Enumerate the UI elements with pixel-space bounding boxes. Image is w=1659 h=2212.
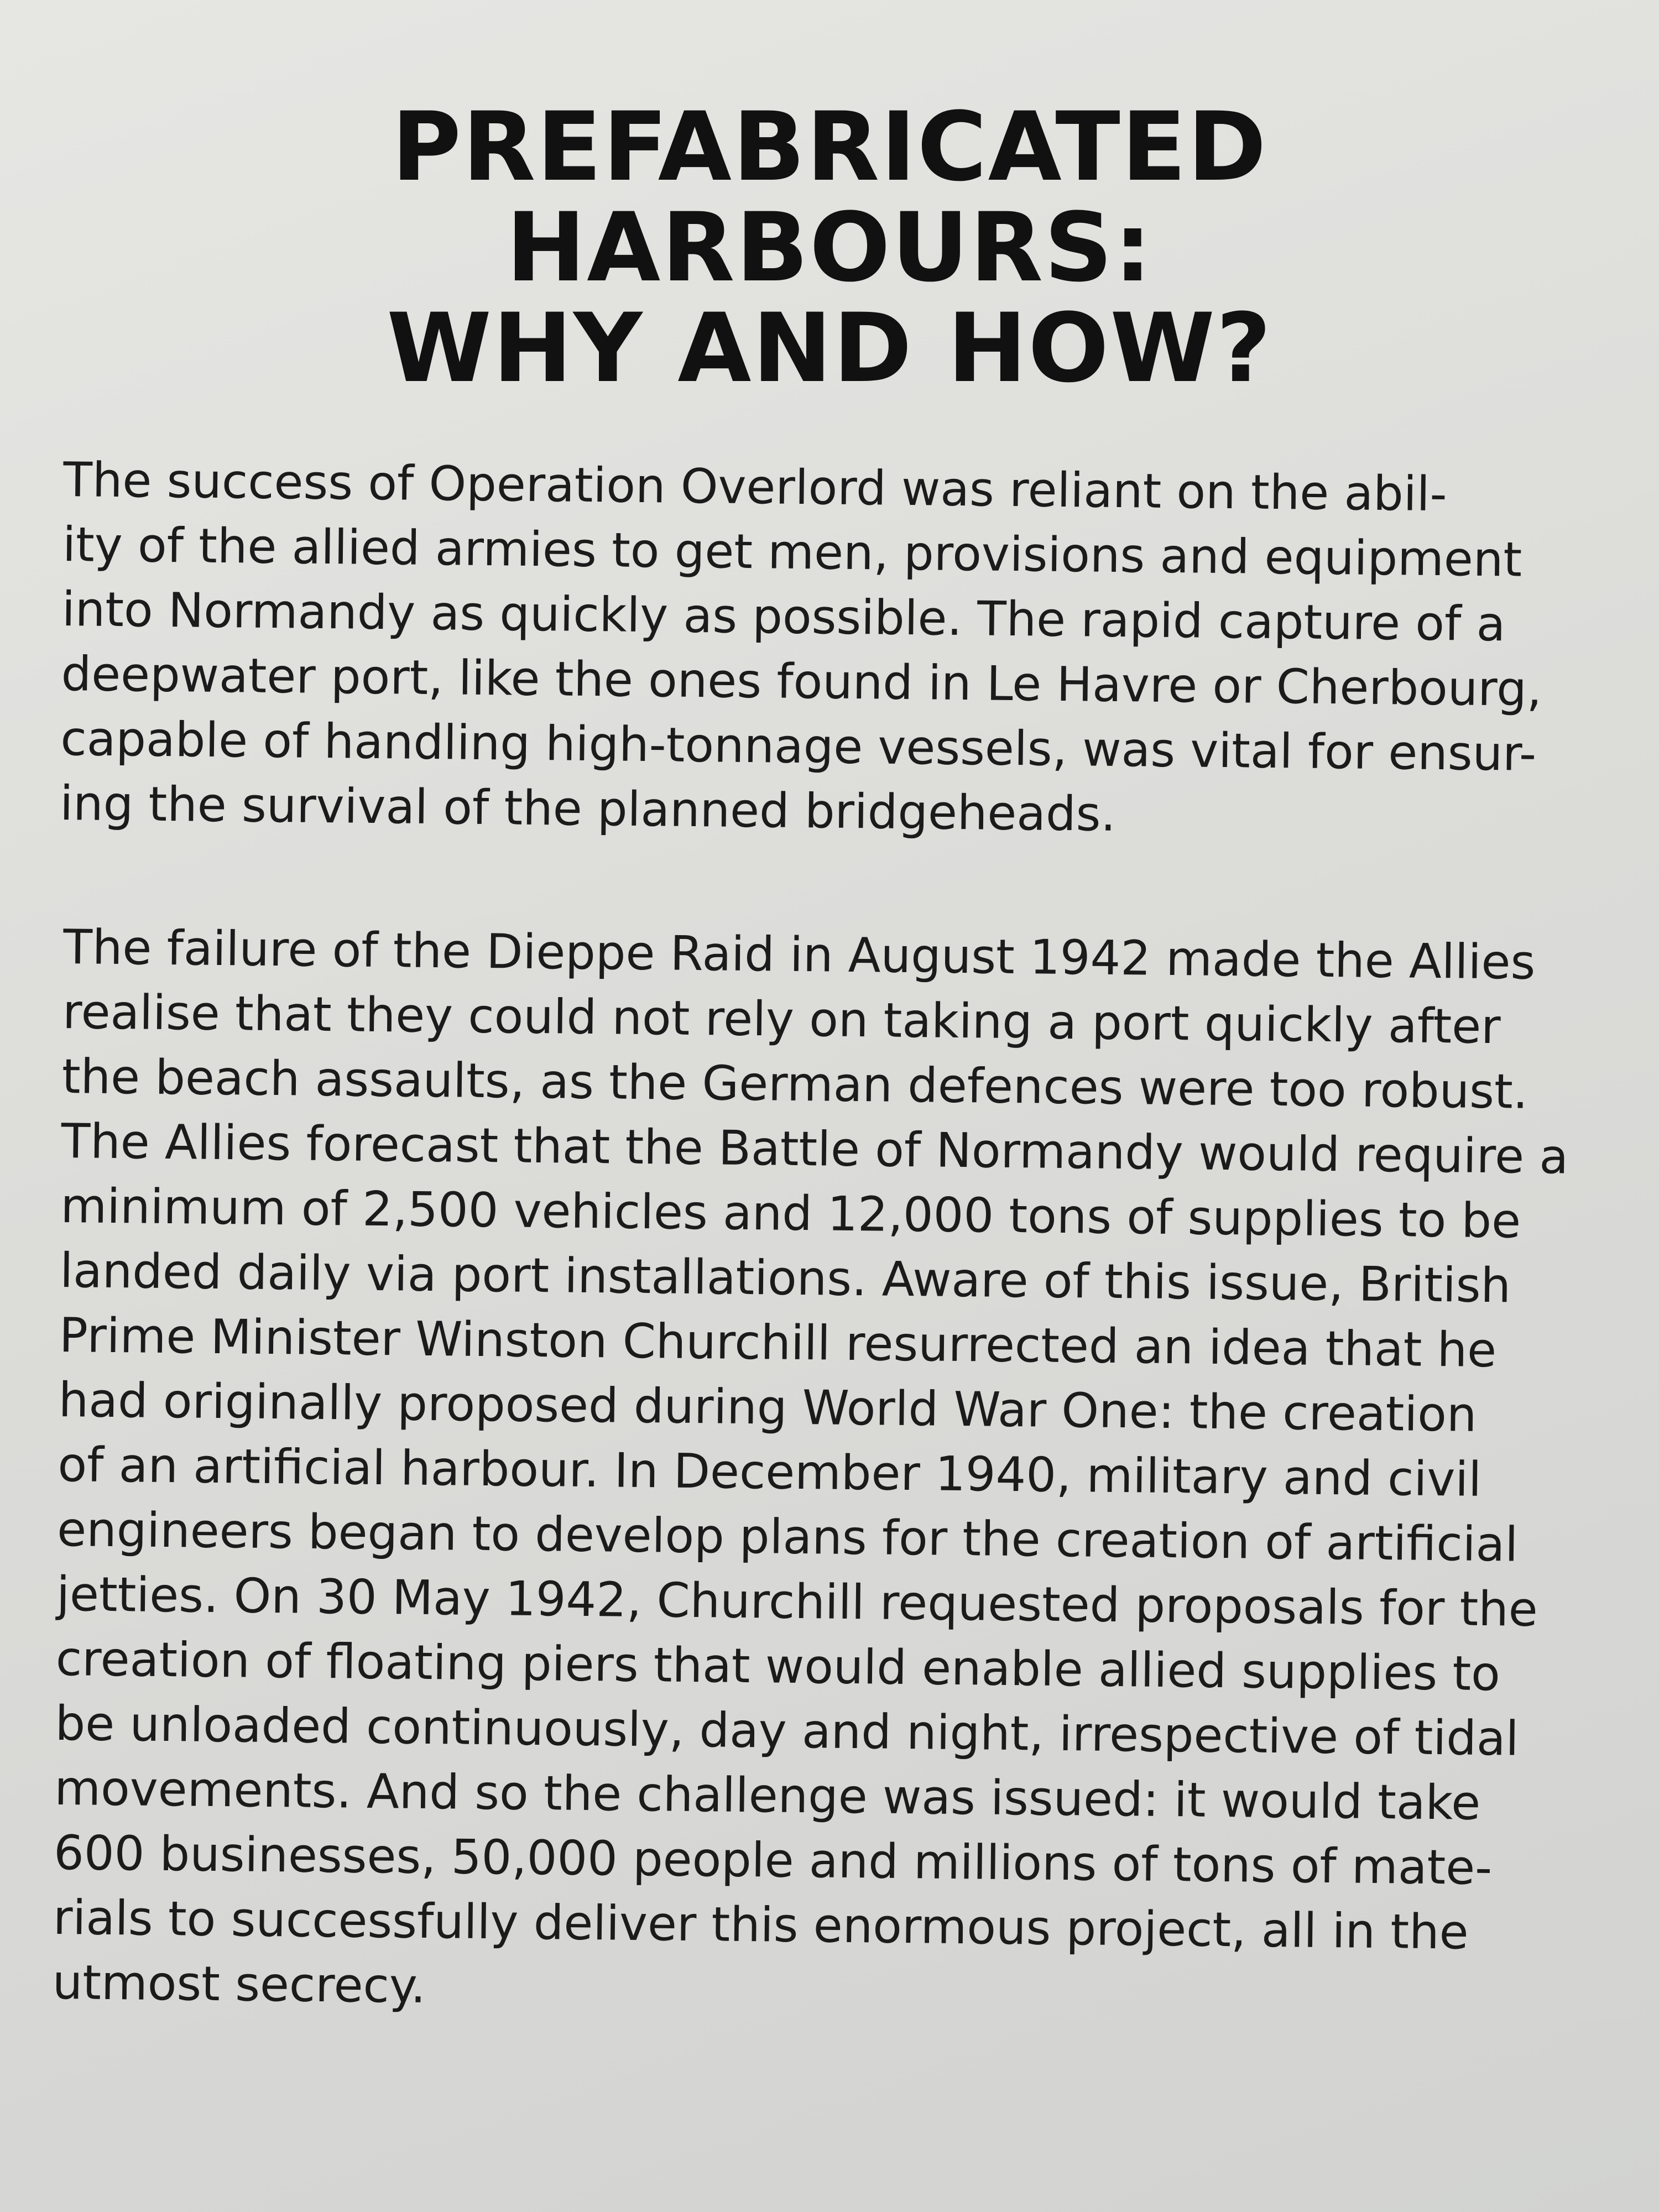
text-line: be unloaded continuously, day and night, irrespective of tidal [55, 1695, 1520, 1767]
text-line: realise that they could not rely on taking a port quickly after [62, 984, 1501, 1055]
text-line: ing the survival of the planned bridgeheads. [59, 775, 1117, 842]
text-line: utmost secrecy. [52, 1954, 426, 2014]
text-line: jetties. On 30 May 1942, Churchill requested proposals for the [56, 1566, 1538, 1637]
paragraph-1 [59, 448, 1542, 851]
text-line: minimum of 2,500 vehicles and 12,000 tons of supplies to be [60, 1178, 1521, 1249]
text-line: had originally proposed during World War One: the creation [58, 1372, 1477, 1443]
title-line: HARBOURS: [506, 192, 1153, 303]
text-line: The success of Operation Overlord was reliant on the abil- [62, 452, 1448, 523]
text-line: deepwater port, like the ones found in Le Havre or Cherbourg, [61, 646, 1542, 718]
text-line: into Normandy as quickly as possible. The rapid capture of a [61, 581, 1506, 653]
text-line: capable of handling high-tonnage vessels, was vital for ensur- [60, 711, 1537, 782]
text-line: Prime Minister Winston Churchill resurrected an idea that he [59, 1307, 1497, 1379]
text-line: engineers began to develop plans for the creation of artificial [56, 1501, 1519, 1573]
text-line: landed daily via port installations. Aware of this issue, British [59, 1243, 1511, 1314]
text-line: The failure of the Dieppe Raid in August 1942 made the Allies [62, 919, 1536, 990]
text-line: 600 businesses, 50,000 people and millions of tons of mate- [53, 1825, 1493, 1896]
paragraph-2 [52, 915, 1569, 2030]
text-line: rials to successfully deliver this enormous project, all in the [53, 1890, 1469, 1960]
title-line: PREFABRICATED [392, 91, 1267, 202]
text-line: movements. And so the challenge was issued: it would take [54, 1760, 1481, 1831]
text-line: creation of floating piers that would enable allied supplies to [55, 1631, 1501, 1702]
text-line: ity of the allied armies to get men, provisions and equipment [62, 517, 1522, 588]
text-line: The Allies forecast that the Battle of Normandy would require a [61, 1113, 1569, 1185]
panel-title [276, 91, 1383, 404]
text-line: the beach assaults, as the German defences were too robust. [61, 1048, 1528, 1120]
text-line: of an artificial harbour. In December 1940, military and civil [58, 1437, 1482, 1507]
title-line: WHY AND HOW? [387, 293, 1272, 404]
